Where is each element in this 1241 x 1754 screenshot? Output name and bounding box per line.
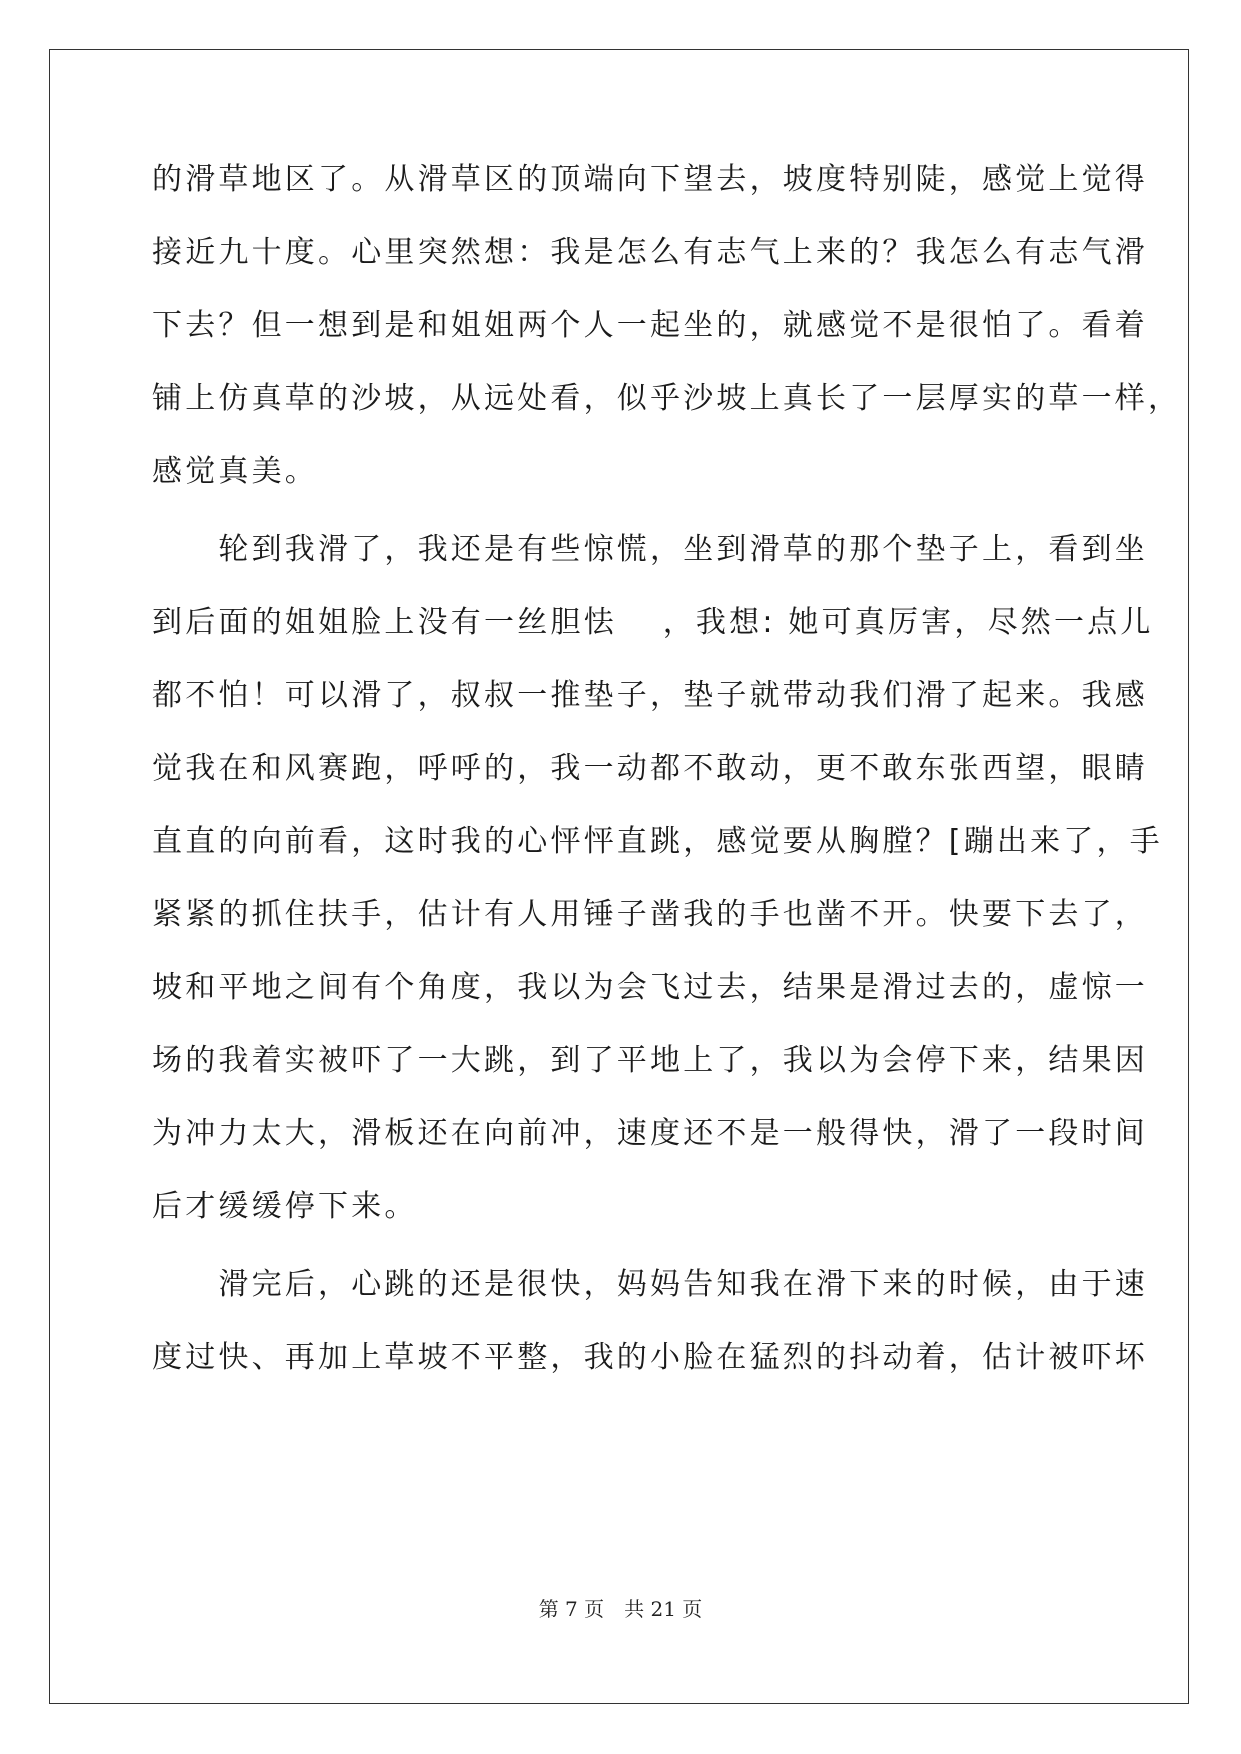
text-line: 的滑草地区了。从滑草区的顶端向下望去，坡度特别陡，感觉上觉得	[152, 162, 1148, 197]
text-line: 后才缓缓停下来。	[152, 1189, 418, 1224]
text-line: 到后面的姐姐脸上没有一丝胆怯 ，我想: 她可真厉害，尽然一点儿	[152, 605, 1154, 640]
text-line: 坡和平地之间有个角度，我以为会飞过去，结果是滑过去的，虚惊一	[152, 970, 1148, 1005]
page-border	[49, 49, 1189, 1704]
paragraph-start-line: 轮到我滑了，我还是有些惊慌，坐到滑草的那个垫子上，看到坐	[152, 532, 1148, 567]
text-line: 感觉真美。	[152, 454, 318, 489]
text-line: 都不怕！可以滑了，叔叔一推垫子，垫子就带动我们滑了起来。我感	[152, 678, 1148, 713]
text-line: 度过快、再加上草坡不平整，我的小脸在猛烈的抖动着，估计被吓坏	[152, 1340, 1148, 1375]
text-line: 铺上仿真草的沙坡，从远处看，似乎沙坡上真长了一层厚实的草一样，	[152, 381, 1182, 416]
text-line: 场的我着实被吓了一大跳，到了平地上了，我以为会停下来，结果因	[152, 1043, 1148, 1078]
text-line: 为冲力太大，滑板还在向前冲，速度还不是一般得快，滑了一段时间	[152, 1116, 1148, 1151]
text-line: 接近九十度。心里突然想：我是怎么有志气上来的？我怎么有志气滑	[152, 235, 1148, 270]
text-line: 觉我在和风赛跑，呼呼的，我一动都不敢动，更不敢东张西望，眼睛	[152, 751, 1148, 786]
text-line: 下去？但一想到是和姐姐两个人一起坐的，就感觉不是很怕了。看着	[152, 308, 1148, 343]
text-line: 直直的向前看，这时我的心怦怦直跳，感觉要从胸膛？[蹦出来了，手	[152, 824, 1163, 859]
page-number-footer: 第 7 页 共 21 页	[538, 1597, 703, 1621]
text-line: 紧紧的抓住扶手，估计有人用锤子凿我的手也凿不开。快要下去了，	[152, 897, 1148, 932]
paragraph-start-line: 滑完后，心跳的还是很快，妈妈告知我在滑下来的时候，由于速	[152, 1267, 1148, 1302]
